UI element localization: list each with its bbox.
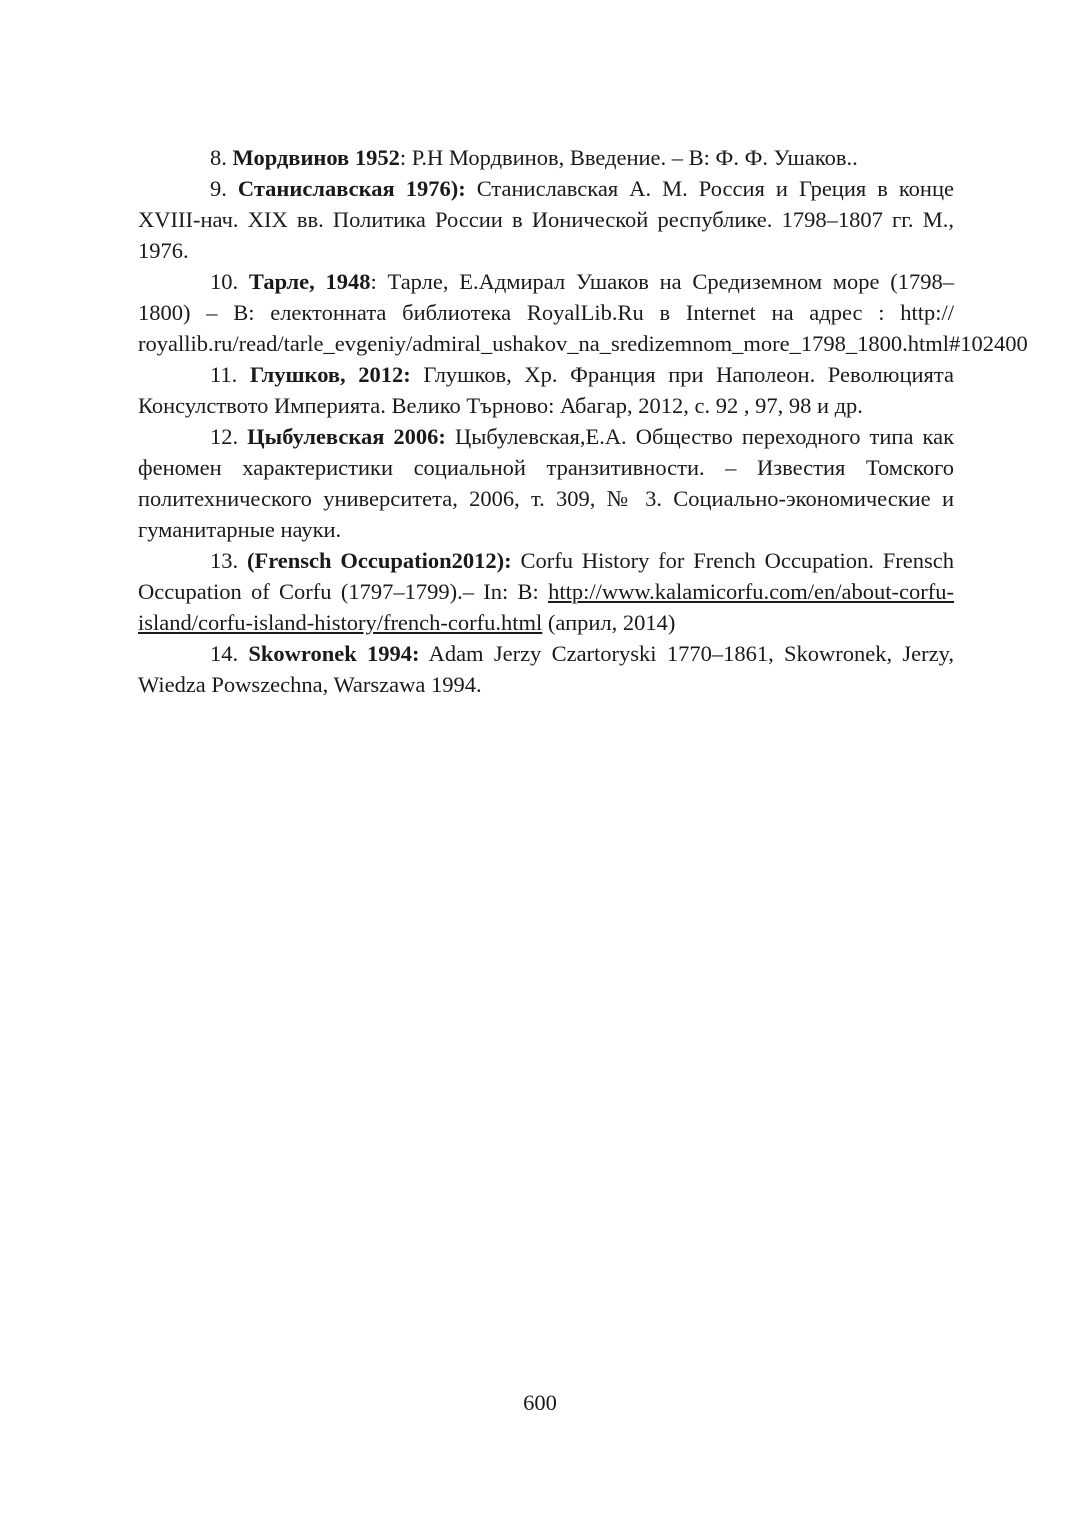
reference-key: Skowronek 1994: <box>248 641 420 666</box>
reference-number: 8. <box>210 145 227 170</box>
reference-key: Станиславская 1976): <box>237 176 466 201</box>
reference-link[interactable]: http://www.kalamicorfu.com/en/about-corfu-island/corfu-island-history/french-corfu.html <box>138 579 954 635</box>
reference-text: Adam Jerzy Czartoryski 1770–1861, Skowronek, Jerzy, Wiedza Powszechna, Warszawa 1994. <box>138 641 954 697</box>
reference-text: Цыбулевская,Е.А. Общество переходного типа как феномен характеристики социальной транзитивности. – Известия Томского политехнического университета, 2006, т. 309, № 3. Социально-экономические и гуманитарные науки. <box>138 424 955 542</box>
reference-number: 13. <box>210 548 239 573</box>
page-number: 600 <box>523 1390 557 1415</box>
reference-key: Тарле, 1948 <box>248 269 371 294</box>
reference-item-9 <box>138 173 954 266</box>
reference-item-8 <box>138 142 954 173</box>
reference-key: Цыбулевская 2006: <box>247 424 446 449</box>
reference-text: : Тарле, Е.Адмирал Ушаков на Средиземном море (1798–1800) – В: електонната библиотека RoyalLib.Ru в Internet на адрес : http:// royallib.ru/read/tarle_evgeniy/admiral_ushakov_na_sredizemnom_more_1798_1800.html#102400 <box>138 269 1028 356</box>
reference-number: 14. <box>210 641 239 666</box>
reference-item-14 <box>138 638 954 700</box>
reference-item-10 <box>138 266 1028 359</box>
reference-text: Глушков, Хр. Франция при Наполеон. Революцията Консулството Империята. Велико Търново: Абагар, 2012, с. 92 , 97, 98 и др. <box>138 362 954 418</box>
reference-key: Глушков, 2012: <box>249 362 411 387</box>
reference-list <box>138 142 1028 700</box>
reference-number: 11. <box>210 362 238 387</box>
reference-text: Corfu History for French Occupation. Frensch Occupation of Corfu (1797–1799).– In: B: <box>138 548 955 604</box>
reference-access-date: (април, 2014) <box>542 610 676 635</box>
reference-key: (Frensch Occupation2012): <box>246 548 512 573</box>
reference-item-13 <box>138 545 954 638</box>
reference-item-12 <box>138 421 954 545</box>
reference-number: 9. <box>210 176 227 201</box>
reference-number: 12. <box>210 424 239 449</box>
reference-text: : Р.Н Мордвинов, Введение. – В: Ф. Ф. Ушаков.. <box>399 145 858 170</box>
reference-item-11 <box>138 359 954 421</box>
reference-key: Мордвинов 1952 <box>232 145 400 170</box>
reference-text: Станиславская А. М. Россия и Греция в конце XVIII-нач. XIX вв. Политика России в Ионической республике. 1798–1807 гг. М., 1976. <box>138 176 955 263</box>
reference-number: 10. <box>210 269 239 294</box>
